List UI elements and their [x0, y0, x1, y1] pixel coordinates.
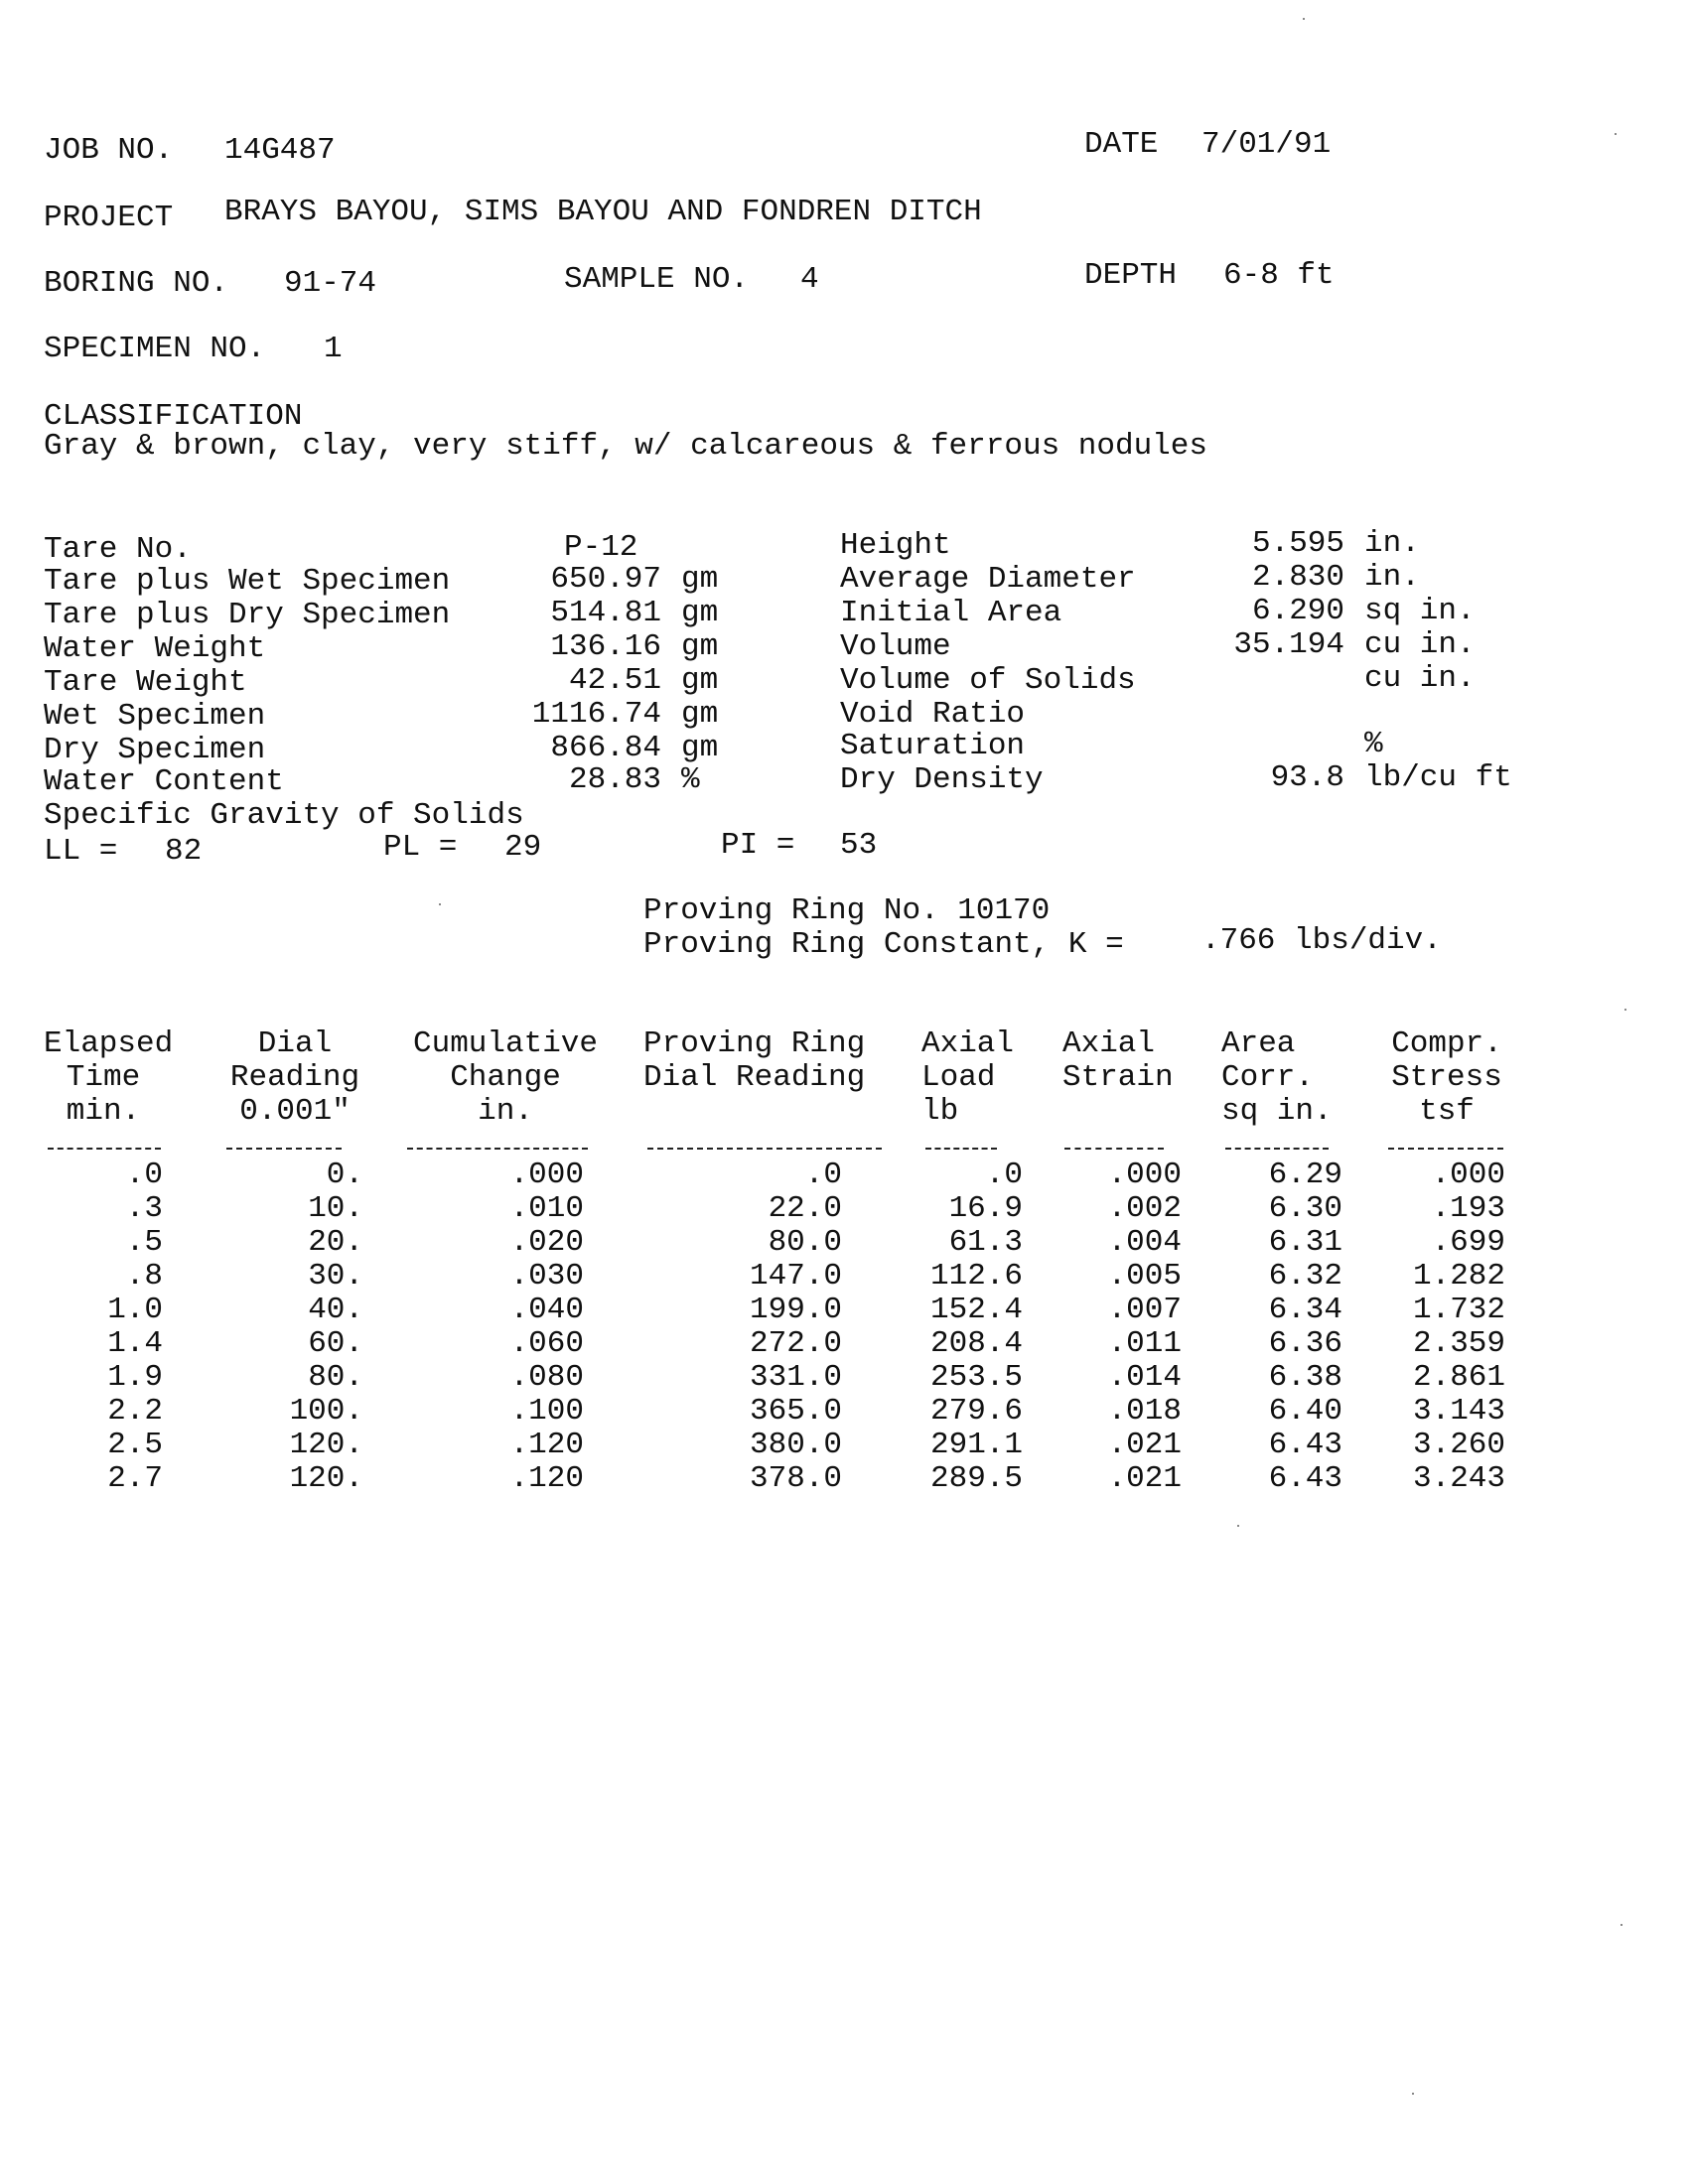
table-cell: .120 — [509, 1461, 584, 1496]
table-cell: 6.29 — [1268, 1158, 1342, 1192]
table-header-rule — [226, 1148, 342, 1150]
table-cell: 20. — [308, 1225, 363, 1260]
proving-ring-constant-value: .766 lbs/div. — [1201, 923, 1442, 958]
scan-speck — [1615, 133, 1617, 135]
table-cell: 30. — [308, 1259, 363, 1294]
table-cell: 6.38 — [1268, 1360, 1342, 1395]
depth-value: 6-8 ft — [1223, 258, 1335, 293]
table-header-cell: Load — [921, 1060, 996, 1095]
table-cell: 253.5 — [929, 1360, 1023, 1395]
table-header-rule — [1225, 1148, 1329, 1150]
table-cell: 365.0 — [749, 1394, 842, 1429]
prop-tare-wet-value: 650.97 — [550, 562, 661, 597]
table-cell: 40. — [308, 1293, 363, 1327]
date-value: 7/01/91 — [1201, 127, 1332, 162]
table-cell: .8 — [125, 1259, 163, 1294]
table-header-cell: in. — [478, 1094, 533, 1129]
table-header-cell: min. — [66, 1094, 141, 1129]
table-header-rule — [1388, 1148, 1503, 1150]
table-cell: .021 — [1107, 1428, 1182, 1462]
scan-speck — [1621, 1924, 1622, 1926]
prop-tare-weight-label: Tare Weight — [44, 665, 247, 700]
prop-height-label: Height — [840, 528, 951, 563]
prop-tare-weight-unit: gm — [681, 663, 719, 698]
table-cell: 1.282 — [1412, 1259, 1505, 1294]
depth-label: DEPTH — [1084, 258, 1178, 293]
prop-water-content-unit: % — [681, 762, 700, 797]
table-header-cell: Compr. — [1391, 1026, 1502, 1061]
prop-height-unit: in. — [1364, 526, 1420, 561]
prop-tare-dry-value: 514.81 — [550, 596, 661, 630]
table-cell: 6.36 — [1268, 1326, 1342, 1361]
table-cell: .000 — [1107, 1158, 1182, 1192]
ll-label: LL = — [44, 834, 118, 869]
table-cell: .030 — [509, 1259, 584, 1294]
table-cell: .3 — [125, 1191, 163, 1226]
prop-height-value: 5.595 — [1251, 526, 1344, 561]
scan-speck — [1237, 1525, 1239, 1527]
table-cell: 22.0 — [768, 1191, 842, 1226]
table-header-cell: Axial — [921, 1026, 1015, 1061]
table-cell: 208.4 — [929, 1326, 1023, 1361]
table-cell: .018 — [1107, 1394, 1182, 1429]
table-header-cell: Time — [66, 1060, 141, 1095]
prop-dry-specimen-label: Dry Specimen — [44, 733, 266, 767]
table-header-rule — [925, 1148, 997, 1150]
pl-value: 29 — [504, 830, 542, 865]
prop-volume-label: Volume — [840, 629, 951, 664]
table-cell: 120. — [289, 1461, 363, 1496]
table-cell: .002 — [1107, 1191, 1182, 1226]
prop-tare-weight-value: 42.51 — [568, 663, 661, 698]
prop-saturation-label: Saturation — [840, 729, 1026, 763]
table-header-cell: Axial — [1062, 1026, 1156, 1061]
table-cell: 2.5 — [107, 1428, 163, 1462]
table-cell: .011 — [1107, 1326, 1182, 1361]
prop-volume-solids-label: Volume of Solids — [840, 663, 1136, 698]
table-cell: 6.32 — [1268, 1259, 1342, 1294]
prop-wet-specimen-label: Wet Specimen — [44, 699, 266, 734]
prop-water-weight-value: 136.16 — [550, 629, 661, 664]
prop-tare-wet-unit: gm — [681, 562, 719, 597]
table-cell: 120. — [289, 1428, 363, 1462]
table-header-cell: sq in. — [1221, 1094, 1333, 1129]
table-cell: .010 — [509, 1191, 584, 1226]
prop-dry-density-value: 93.8 — [1270, 760, 1344, 795]
table-cell: 2.7 — [107, 1461, 163, 1496]
table-cell: 2.861 — [1412, 1360, 1505, 1395]
table-cell: 2.359 — [1412, 1326, 1505, 1361]
table-cell: 6.40 — [1268, 1394, 1342, 1429]
table-cell: 6.43 — [1268, 1461, 1342, 1496]
prop-wet-specimen-unit: gm — [681, 697, 719, 732]
prop-tare-wet-label: Tare plus Wet Specimen — [44, 564, 451, 599]
table-cell: .100 — [509, 1394, 584, 1429]
prop-initial-area-value: 6.290 — [1251, 594, 1344, 628]
prop-water-weight-unit: gm — [681, 629, 719, 664]
prop-tare-dry-unit: gm — [681, 596, 719, 630]
table-cell: .0 — [125, 1158, 163, 1192]
table-header-cell: tsf — [1419, 1094, 1475, 1129]
scan-speck — [1303, 18, 1305, 20]
table-cell: 199.0 — [749, 1293, 842, 1327]
table-cell: 279.6 — [929, 1394, 1023, 1429]
prop-dry-specimen-value: 866.84 — [550, 731, 661, 765]
table-cell: 3.143 — [1412, 1394, 1505, 1429]
table-header-cell: Proving Ring — [643, 1026, 866, 1061]
classification-label: CLASSIFICATION — [44, 399, 303, 434]
prop-avg-diameter-label: Average Diameter — [840, 562, 1136, 597]
proving-ring-number: Proving Ring No. 10170 — [643, 893, 1051, 928]
table-cell: .021 — [1107, 1461, 1182, 1496]
table-header-rule — [407, 1148, 588, 1150]
prop-tare-no-value: P-12 — [564, 530, 638, 565]
classification-value: Gray & brown, clay, very stiff, w/ calcareous & ferrous nodules — [44, 429, 1207, 464]
table-cell: 147.0 — [749, 1259, 842, 1294]
table-cell: .005 — [1107, 1259, 1182, 1294]
prop-initial-area-unit: sq in. — [1364, 594, 1476, 628]
table-cell: 291.1 — [929, 1428, 1023, 1462]
table-header-cell: 0.001" — [239, 1094, 351, 1129]
table-cell: 1.9 — [107, 1360, 163, 1395]
table-cell: 3.260 — [1412, 1428, 1505, 1462]
prop-dry-density-unit: lb/cu ft — [1364, 760, 1512, 795]
table-cell: .000 — [509, 1158, 584, 1192]
scan-speck — [439, 903, 441, 905]
scan-speck — [1624, 1009, 1626, 1011]
prop-avg-diameter-unit: in. — [1364, 560, 1420, 595]
table-cell: .014 — [1107, 1360, 1182, 1395]
table-cell: 1.4 — [107, 1326, 163, 1361]
table-cell: 289.5 — [929, 1461, 1023, 1496]
job-number-value: 14G487 — [224, 133, 336, 168]
prop-tare-dry-label: Tare plus Dry Specimen — [44, 598, 451, 632]
table-cell: .060 — [509, 1326, 584, 1361]
prop-tare-no-label: Tare No. — [44, 532, 192, 567]
table-cell: .0 — [985, 1158, 1023, 1192]
prop-saturation-unit: % — [1364, 727, 1383, 761]
prop-wet-specimen-value: 1116.74 — [531, 697, 661, 732]
table-header-cell: Corr. — [1221, 1060, 1315, 1095]
table-cell: .080 — [509, 1360, 584, 1395]
table-cell: 60. — [308, 1326, 363, 1361]
table-cell: 378.0 — [749, 1461, 842, 1496]
table-cell: 272.0 — [749, 1326, 842, 1361]
table-cell: 6.31 — [1268, 1225, 1342, 1260]
date-label: DATE — [1084, 127, 1159, 162]
table-cell: 6.34 — [1268, 1293, 1342, 1327]
table-cell: .5 — [125, 1225, 163, 1260]
prop-initial-area-label: Initial Area — [840, 596, 1062, 630]
table-cell: .004 — [1107, 1225, 1182, 1260]
pl-label: PL = — [383, 830, 458, 865]
table-cell: .699 — [1431, 1225, 1505, 1260]
scan-speck — [1412, 2093, 1414, 2095]
table-cell: 16.9 — [948, 1191, 1023, 1226]
table-cell: .0 — [804, 1158, 842, 1192]
ll-value: 82 — [165, 834, 203, 869]
table-cell: .020 — [509, 1225, 584, 1260]
prop-volume-solids-unit: cu in. — [1364, 661, 1476, 696]
table-header-cell: Cumulative — [412, 1026, 599, 1061]
table-header-cell: Elapsed — [44, 1026, 174, 1061]
table-cell: .000 — [1431, 1158, 1505, 1192]
table-cell: 6.30 — [1268, 1191, 1342, 1226]
prop-dry-specimen-unit: gm — [681, 731, 719, 765]
boring-number-label: BORING NO. — [44, 266, 229, 301]
table-cell: 80. — [308, 1360, 363, 1395]
project-value: BRAYS BAYOU, SIMS BAYOU AND FONDREN DITCH — [224, 195, 982, 229]
table-cell: 1.0 — [107, 1293, 163, 1327]
table-cell: 112.6 — [929, 1259, 1023, 1294]
table-cell: .040 — [509, 1293, 584, 1327]
table-cell: 331.0 — [749, 1360, 842, 1395]
prop-volume-value: 35.194 — [1233, 627, 1344, 662]
table-header-cell: Dial — [257, 1026, 333, 1061]
table-cell: 61.3 — [948, 1225, 1023, 1260]
proving-ring-constant-label: Proving Ring Constant, K = — [643, 927, 1124, 962]
prop-water-weight-label: Water Weight — [44, 631, 266, 666]
prop-avg-diameter-value: 2.830 — [1251, 560, 1344, 595]
table-cell: 10. — [308, 1191, 363, 1226]
table-cell: 3.243 — [1412, 1461, 1505, 1496]
table-header-rule — [1064, 1148, 1164, 1150]
table-header-cell: Dial Reading — [643, 1060, 866, 1095]
specimen-number-label: SPECIMEN NO. — [44, 332, 266, 366]
table-cell: 152.4 — [929, 1293, 1023, 1327]
table-cell: 100. — [289, 1394, 363, 1429]
sample-number-value: 4 — [800, 262, 819, 297]
table-header-rule — [647, 1148, 882, 1150]
prop-specific-gravity-label: Specific Gravity of Solids — [44, 798, 524, 833]
boring-number-value: 91-74 — [284, 266, 377, 301]
prop-void-ratio-label: Void Ratio — [840, 697, 1026, 732]
table-cell: 0. — [326, 1158, 363, 1192]
table-cell: 2.2 — [107, 1394, 163, 1429]
table-cell: .193 — [1431, 1191, 1505, 1226]
table-cell: 380.0 — [749, 1428, 842, 1462]
pi-value: 53 — [840, 828, 878, 863]
pi-label: PI = — [721, 828, 795, 863]
prop-water-content-value: 28.83 — [568, 762, 661, 797]
table-cell: 80.0 — [768, 1225, 842, 1260]
specimen-number-value: 1 — [324, 332, 343, 366]
sample-number-label: SAMPLE NO. — [564, 262, 750, 297]
table-cell: 6.43 — [1268, 1428, 1342, 1462]
prop-water-content-label: Water Content — [44, 764, 284, 799]
table-header-cell: Stress — [1391, 1060, 1502, 1095]
prop-dry-density-label: Dry Density — [840, 762, 1044, 797]
project-label: PROJECT — [44, 201, 174, 235]
table-header-rule — [48, 1148, 161, 1150]
prop-volume-unit: cu in. — [1364, 627, 1476, 662]
table-cell: .007 — [1107, 1293, 1182, 1327]
table-header-cell: Reading — [229, 1060, 360, 1095]
table-header-cell: Area — [1221, 1026, 1296, 1061]
table-header-cell: lb — [921, 1094, 959, 1129]
table-header-cell: Strain — [1062, 1060, 1174, 1095]
table-cell: .120 — [509, 1428, 584, 1462]
table-cell: 1.732 — [1412, 1293, 1505, 1327]
table-header-cell: Change — [450, 1060, 561, 1095]
job-number-label: JOB NO. — [44, 133, 174, 168]
